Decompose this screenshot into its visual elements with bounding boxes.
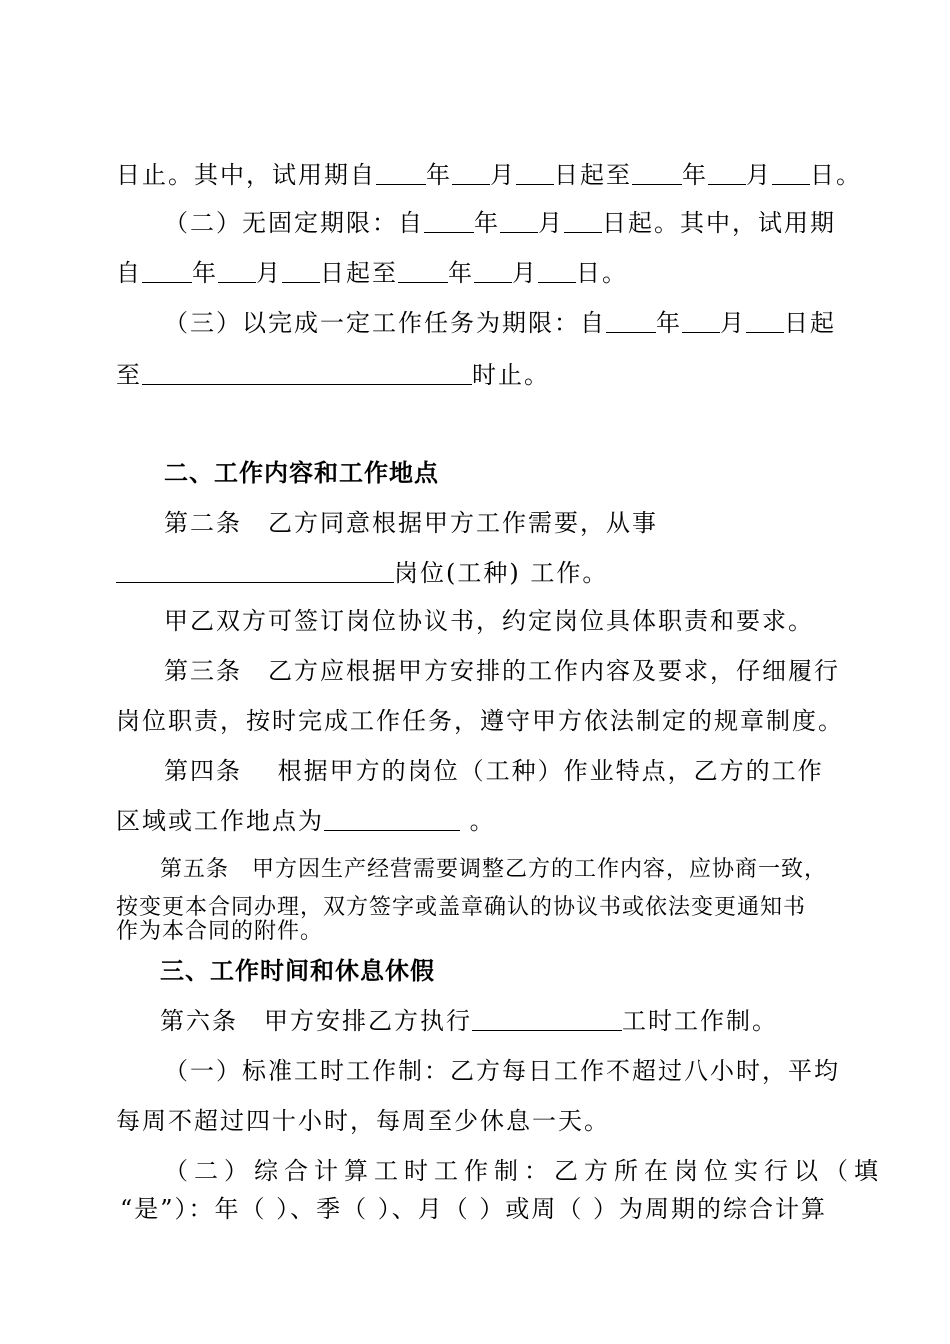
- work-hours-blank: [472, 1010, 622, 1031]
- text-line: 按变更本合同办理，双方签字或盖章确认的协议书或依法变更通知书: [116, 895, 807, 920]
- text-line: 至 时止。: [116, 361, 550, 389]
- year-blank: [424, 212, 474, 233]
- text-line: 日止。其中，试用期自 年 月 日起至 年 月 日。: [116, 161, 862, 189]
- section-heading: 二、工作内容和工作地点: [164, 459, 439, 487]
- text-line: 第二条 乙方同意根据甲方工作需要，从事: [164, 509, 658, 537]
- day-blank: [538, 262, 576, 283]
- text-line: （二）综合计算工时工作制：乙方所在岗位实行以（填: [164, 1157, 884, 1185]
- year-blank: [606, 312, 656, 333]
- year-blank: [376, 164, 426, 185]
- text-line: 作为本合同的附件。: [116, 919, 324, 944]
- month-blank: [474, 262, 512, 283]
- month-blank: [218, 262, 256, 283]
- text-line: （三）以完成一定工作任务为期限：自 年 月 日起: [164, 309, 836, 337]
- text-line: （二）无固定期限：自 年 月 日起。其中，试用期: [164, 209, 836, 237]
- text-line: 第五条 甲方因生产经营需要调整乙方的工作内容，应协商一致，: [160, 857, 828, 882]
- section-heading: 三、工作时间和休息休假: [160, 957, 435, 985]
- month-blank: [452, 164, 490, 185]
- text-line: 第三条 乙方应根据甲方安排的工作内容及要求，仔细履行: [164, 657, 840, 685]
- text-line: （一）标准工时工作制：乙方每日工作不超过八小时，平均: [164, 1057, 840, 1085]
- day-blank: [282, 262, 320, 283]
- year-blank: [398, 262, 448, 283]
- text-line: 自 年 月 日起至 年 月 日。: [116, 259, 628, 287]
- year-blank: [142, 262, 192, 283]
- text-line: 区域或工作地点为 。: [116, 807, 496, 835]
- year-blank: [632, 164, 682, 185]
- text-line: 第六条 甲方安排乙方执行 工时工作制。: [160, 1007, 778, 1035]
- position-blank: [116, 562, 394, 583]
- task-blank: [142, 364, 472, 385]
- day-blank: [564, 212, 602, 233]
- day-blank: [772, 164, 810, 185]
- location-blank: [324, 810, 460, 831]
- text-line: 甲乙双方可签订岗位协议书，约定岗位具体职责和要求。: [164, 607, 814, 635]
- text-line: 岗位职责，按时完成工作任务，遵守甲方依法制定的规章制度。: [116, 707, 844, 735]
- text-line: 岗位(工种) 工作。: [116, 558, 608, 588]
- month-blank: [708, 164, 746, 185]
- text-line: 每周不超过四十小时，每周至少休息一天。: [116, 1107, 610, 1135]
- month-blank: [682, 312, 720, 333]
- text-line: “是”）：年（ ）、季（ ）、月（ ）或周（ ）为周期的综合计算: [120, 1195, 828, 1223]
- month-blank: [500, 212, 538, 233]
- day-blank: [746, 312, 784, 333]
- day-blank: [516, 164, 554, 185]
- text-line: 第四条 根据甲方的岗位（工种）作业特点，乙方的工作: [164, 757, 824, 785]
